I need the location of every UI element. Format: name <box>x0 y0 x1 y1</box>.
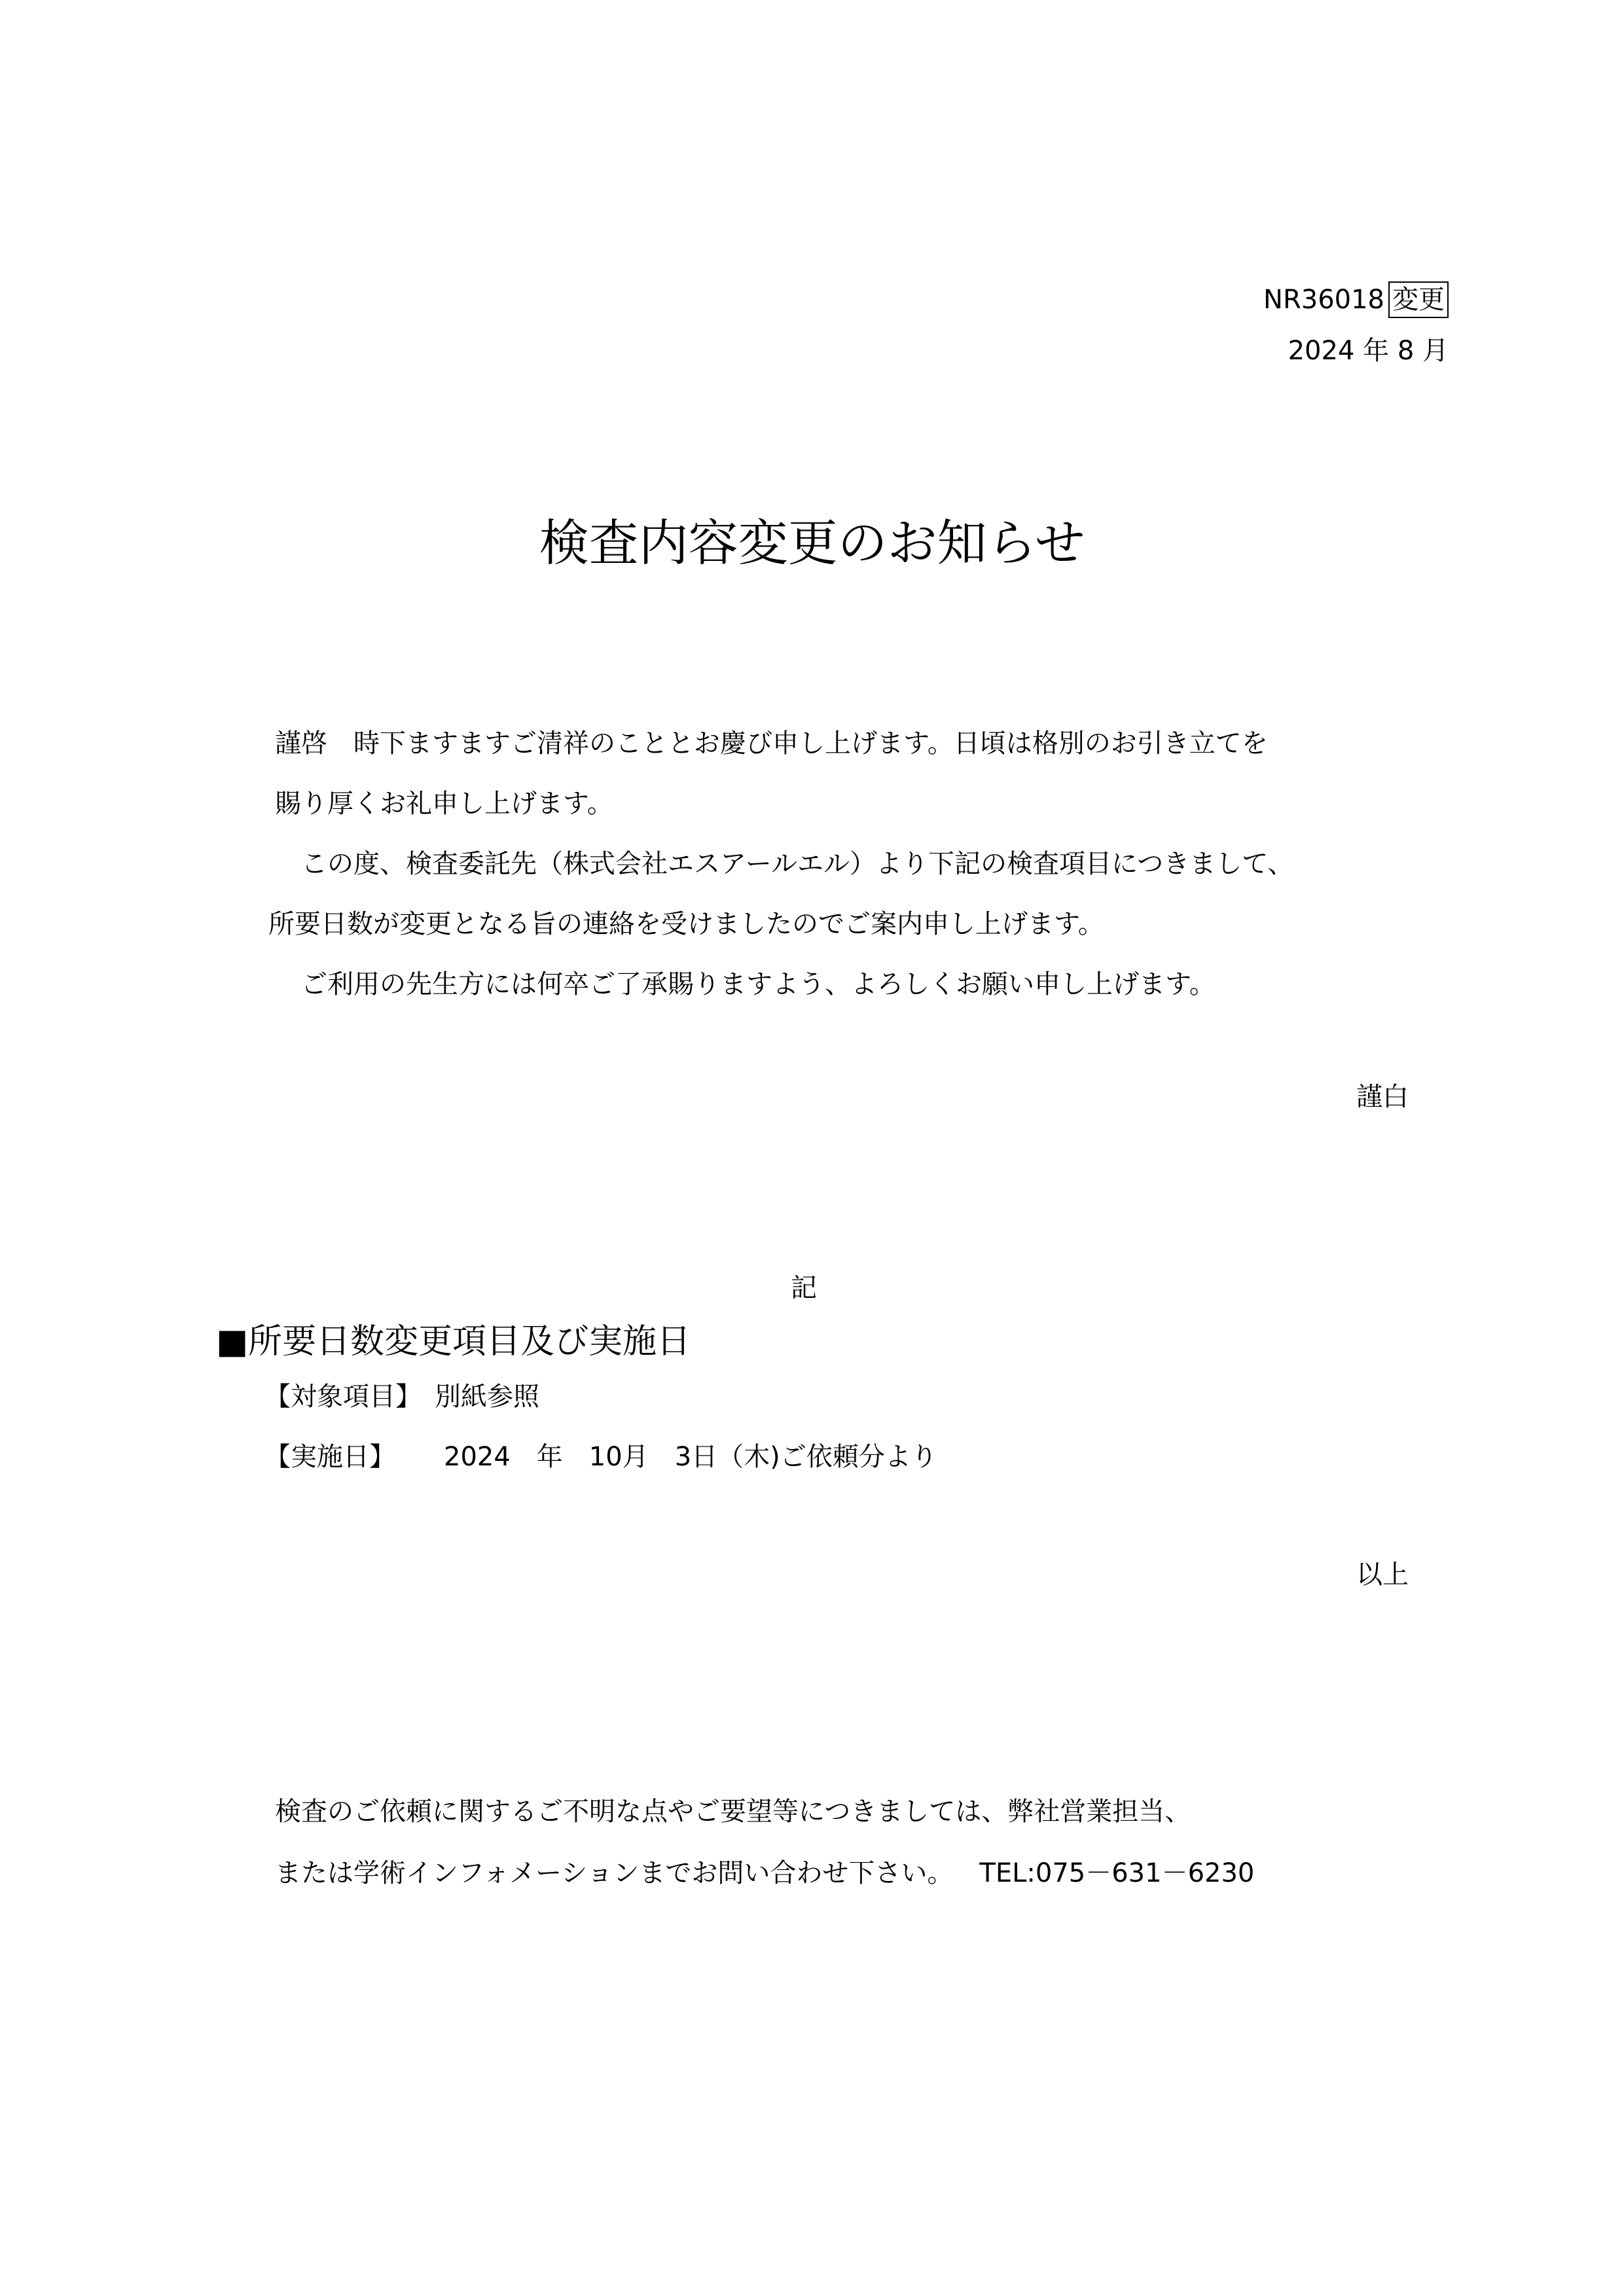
effective-date-label: 【実施日】 <box>264 1442 395 1472</box>
notice-line-3: ご利用の先生方には何卒ご了承賜りますよう、よろしくお願い申し上げます。 <box>275 969 1216 999</box>
phone-number: TEL:075－631－6230 <box>979 1858 1255 1888</box>
effective-date-row <box>264 1439 937 1475</box>
greeting-line-2: 賜り厚くお礼申し上げます。 <box>275 789 613 819</box>
target-items-label: 【対象項目】 <box>264 1382 422 1412</box>
page-title: 検査内容変更のお知らせ <box>539 514 1085 572</box>
document-number-text: NR36018 <box>1263 285 1384 315</box>
contact-text: または学術インフォメーションまでお問い合わせ下さい。 <box>275 1858 954 1888</box>
issue-date: 2024 年 8 月 <box>1288 336 1449 366</box>
end-marker: 以上 <box>1356 1560 1409 1590</box>
document-number <box>1263 281 1449 318</box>
greeting-line-1: 謹啓 時下ますますご清祥のこととお慶び申し上げます。日頃は格別のお引き立てを <box>275 728 1268 759</box>
contact-line-2 <box>275 1855 1254 1892</box>
contact-line-1: 検査のご依頼に関するご不明な点やご要望等につきましては、弊社営業担当、 <box>275 1797 1191 1827</box>
notice-line-2: 所要日数が変更となる旨の連絡を受けましたのでご案内申し上げます。 <box>268 909 1104 939</box>
section-heading: ■所要日数変更項目及び実施日 <box>216 1322 691 1361</box>
notice-line-1: この度、検査委託先（株式会社エスアールエル）より下記の検査項目につきまして、 <box>275 849 1294 879</box>
closing-word: 謹白 <box>1356 1082 1409 1112</box>
ki-marker: 記 <box>791 1273 817 1303</box>
effective-date-value: 2024 年 10月 3日（木)ご依頼分より <box>444 1442 937 1472</box>
target-items-row <box>264 1378 539 1415</box>
change-stamp: 変更 <box>1388 281 1449 318</box>
target-items-value: 別紙参照 <box>435 1382 539 1412</box>
